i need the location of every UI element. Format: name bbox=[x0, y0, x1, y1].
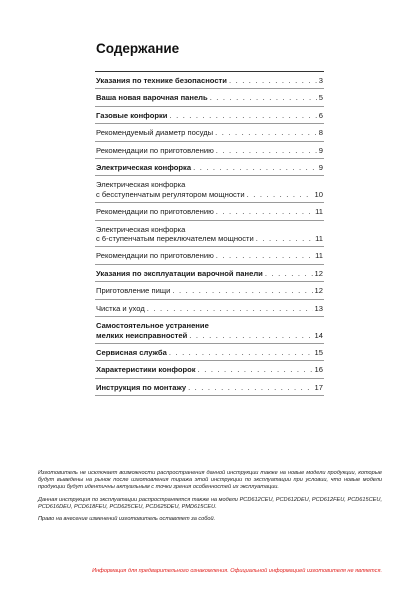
dot-leader bbox=[216, 207, 313, 216]
toc-entry-page: 16 bbox=[314, 365, 323, 375]
toc-entry[interactable] bbox=[95, 159, 324, 176]
toc-entry-label: Ваша новая варочная панель bbox=[96, 93, 208, 103]
toc-entry-label: Газовые конфорки bbox=[96, 110, 168, 120]
toc-entry[interactable] bbox=[95, 317, 324, 344]
toc-entry[interactable] bbox=[95, 107, 324, 124]
toc-entry-page: 14 bbox=[314, 330, 323, 340]
toc-entry-label: мелких неисправностей bbox=[96, 330, 188, 340]
dot-leader bbox=[189, 331, 312, 340]
dot-leader bbox=[247, 190, 313, 199]
dot-leader bbox=[265, 269, 313, 278]
toc-entry-label: Рекомендуемый диаметр посуды bbox=[96, 128, 214, 138]
dot-leader bbox=[169, 111, 316, 120]
dot-leader bbox=[172, 286, 312, 295]
dot-leader bbox=[229, 76, 317, 85]
toc-entry[interactable] bbox=[95, 89, 324, 106]
preliminary-info-footer: Информация для предварительного ознакомления. Официальной информацией изготовителя не является. bbox=[92, 568, 382, 574]
toc-entry[interactable] bbox=[95, 72, 324, 89]
toc-entry-label: Рекомендации по приготовлению bbox=[96, 251, 214, 261]
toc-entry-page: 3 bbox=[318, 76, 323, 85]
page-title: Содержание bbox=[96, 41, 180, 56]
toc-entry[interactable] bbox=[95, 282, 324, 299]
toc-entry-page: 12 bbox=[314, 286, 323, 296]
toc-entry-label: с бесступенчатым регулятором мощности bbox=[96, 189, 245, 199]
toc-entry-page: 6 bbox=[318, 110, 323, 120]
toc-entry[interactable] bbox=[95, 300, 324, 317]
dot-leader bbox=[198, 365, 313, 374]
toc-entry-page: 8 bbox=[318, 128, 323, 138]
toc-entry-label: Электрическая конфорка bbox=[96, 163, 192, 173]
toc-entry-page: 13 bbox=[314, 303, 323, 313]
toc-entry-page: 17 bbox=[314, 382, 323, 392]
dot-leader bbox=[256, 234, 313, 243]
toc-entry[interactable] bbox=[95, 203, 324, 220]
toc-entry-page: 10 bbox=[314, 189, 323, 199]
toc-entry-label: с 6-ступенчатым переключателем мощности bbox=[96, 234, 254, 244]
toc-entry-pre: Электрическая конфорка bbox=[96, 180, 186, 190]
dot-leader bbox=[215, 128, 317, 137]
toc-entry[interactable] bbox=[95, 221, 324, 248]
toc-entry-page: 9 bbox=[318, 163, 323, 173]
toc-entry[interactable] bbox=[95, 124, 324, 141]
note-paragraph: Право на внесение изменений изготовитель оставляет за собой. bbox=[38, 516, 216, 523]
note-paragraph: Данная инструкция по эксплуатации распространяется также на модели PCD612CEU, PCD612DEU, PCD612FEU, PCD615CEU, PCD616DEU, PCD618FEU, PCD625CEU, PCD625DEU, PMD615CEU. bbox=[38, 496, 382, 510]
toc-entry-page: 11 bbox=[315, 207, 323, 217]
toc-entry-page: 5 bbox=[318, 93, 323, 103]
toc-entry-label: Сервисная служба bbox=[96, 347, 167, 357]
dot-leader bbox=[147, 304, 313, 313]
toc-entry-label: Приготовление пищи bbox=[96, 286, 171, 296]
dot-leader bbox=[188, 383, 312, 392]
toc-entry-page: 9 bbox=[318, 145, 323, 155]
dot-leader bbox=[210, 93, 317, 102]
toc-entry-label: Рекомендации по приготовлению bbox=[96, 207, 214, 217]
dot-leader bbox=[216, 146, 317, 155]
dot-leader bbox=[216, 251, 313, 260]
toc-entry-label: Указания по эксплуатации варочной панели bbox=[96, 268, 263, 278]
toc-entry-page: 11 bbox=[315, 234, 323, 244]
toc-entry-label: Чистка и уход bbox=[96, 303, 145, 313]
toc-entry-label: Характеристики конфорок bbox=[96, 365, 196, 375]
toc-entry[interactable] bbox=[95, 379, 324, 396]
toc-entry[interactable] bbox=[95, 176, 324, 203]
toc-entry[interactable] bbox=[95, 361, 324, 378]
manufacturer-notes bbox=[38, 470, 382, 528]
toc-entry[interactable] bbox=[95, 142, 324, 159]
toc-entry[interactable] bbox=[95, 265, 324, 282]
toc-entry-page: 15 bbox=[314, 347, 323, 357]
toc-entry[interactable] bbox=[95, 344, 324, 361]
toc-entry-label: Указания по технике безопасности bbox=[96, 76, 227, 85]
toc-entry-pre: Электрическая конфорка bbox=[96, 224, 186, 234]
toc-entry-pre: Самостоятельное устранение bbox=[96, 321, 209, 331]
note-paragraph: Изготовитель не исключает возможности распространения данной инструкции также на новые модели продукции, которые будут выведены на рынок после изготовления тиража этой инструкции по эксплуатации при условии, что новые модели продукции будут идентичны актуальным с точки зрения особенностей их эксплуатации. bbox=[38, 470, 382, 491]
toc-entry-label: Рекомендации по приготовлению bbox=[96, 145, 214, 155]
table-of-contents bbox=[95, 71, 324, 396]
toc-entry-page: 11 bbox=[315, 251, 323, 261]
toc-entry-label: Инструкция по монтажу bbox=[96, 382, 187, 392]
toc-entry-page: 12 bbox=[314, 268, 323, 278]
dot-leader bbox=[193, 163, 317, 172]
toc-entry[interactable] bbox=[95, 247, 324, 264]
dot-leader bbox=[169, 348, 313, 357]
